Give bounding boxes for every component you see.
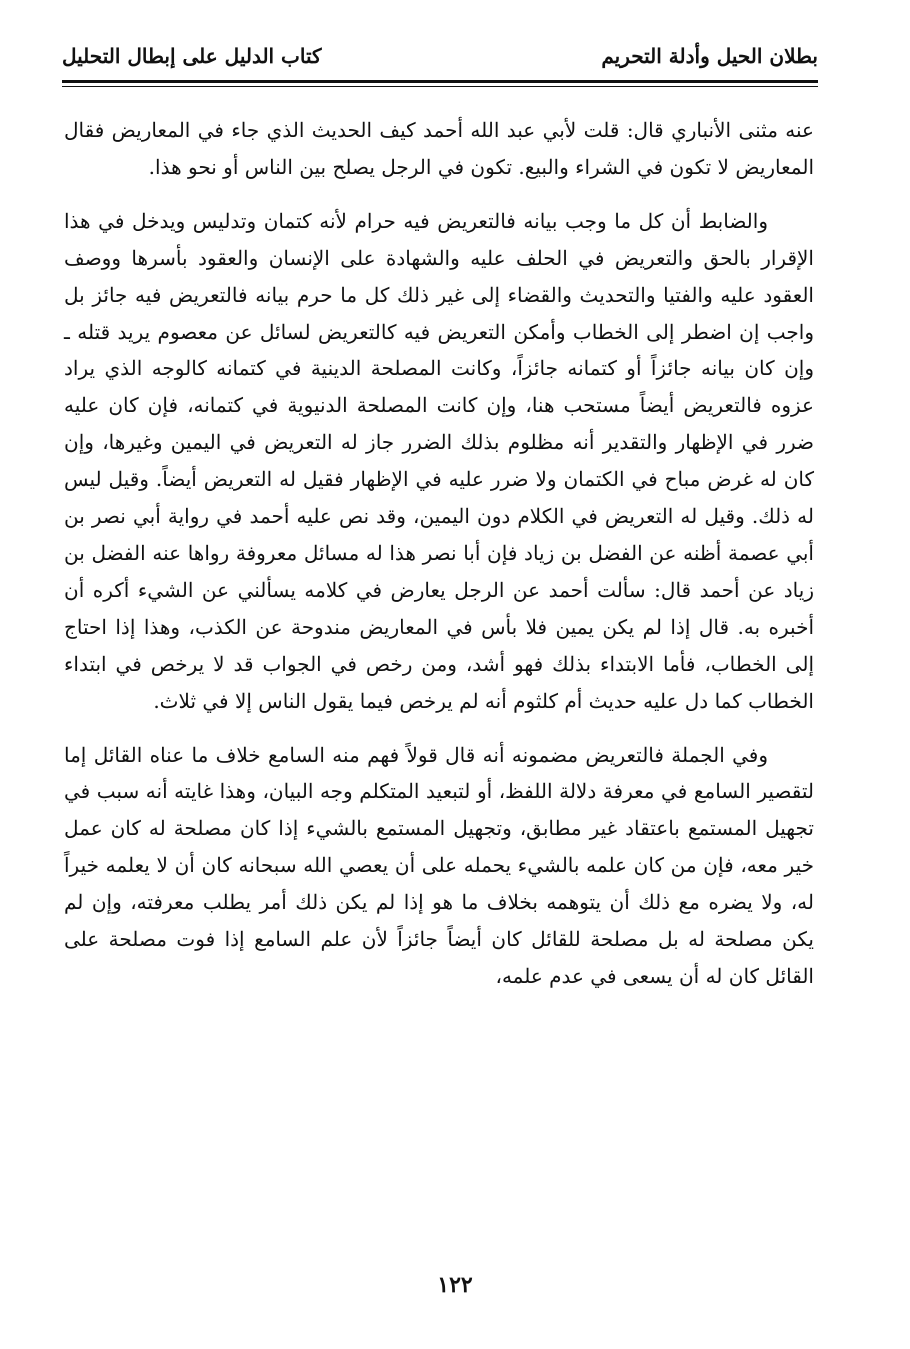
body-text xyxy=(64,112,814,995)
paragraph-gap xyxy=(64,720,814,737)
header-rule-thick xyxy=(62,80,818,83)
paragraph-gap xyxy=(64,186,814,203)
paragraph-2: والضابط أن كل ما وجب بيانه فالتعريض فيه حرام لأنه كتمان وتدليس ويدخل في هذا الإقرار بالحق والتعريض في الحلف عليه والشهادة على الإنسان والعقود بأسرها ووصف العقود عليه والفتيا والتحديث والقضاء إلى غير ذلك كل ما حرم بيانه فالتعريض فيه جائز بل واجب إن اضطر إلى الخطاب وأمكن التعريض فيه كالتعريض لسائل عن معصوم يريد قتله ـ وإن كان بيانه جائزاً أو كتمانه جائزاً، وكانت المصلحة الدينية في كتمانه كالوجه الذي يراد عزوه فالتعريض أيضاً مستحب هنا، وإن كانت المصلحة الدنيوية في كتمانه، فإن كان عليه ضرر في الإظهار والتقدير أنه مظلوم بذلك الضرر جاز له التعريض في اليمين وغيرها، وإن كان له غرض مباح في الكتمان ولا ضرر عليه في الإظهار فقيل له التعريض أيضاً. وقيل ليس له ذلك. وقيل له التعريض في الكلام دون اليمين، وقد نص عليه أحمد في رواية أبي نصر بن أبي عصمة أظنه عن الفضل بن زياد فإن أبا نصر هذا له مسائل معروفة رواها عنه الفضل بن زياد عن أحمد قال: سألت أحمد عن الرجل يعارض في كلامه يسألني عن الشيء أكره أن أخبره به. قال إذا لم يكن يمين فلا بأس في المعاريض مندوحة عن الكذب، وهذا إذا احتاج إلى الخطاب، فأما الابتداء بذلك فهو أشد، ومن رخص في الجواب قد لا يرخص في ابتداء الخطاب كما دل عليه حديث أم كلثوم أنه لم يرخص فيما يقول الناس إلا في ثلاث. xyxy=(64,208,814,713)
paragraph-3: وفي الجملة فالتعريض مضمونه أنه قال قولاً فهم منه السامع خلاف ما عناه القائل إما لتقصير السامع في معرفة دلالة اللفظ، أو لتبعيد المتكلم وجه البيان، وهذا غايته أنه سبب في تجهيل المستمع باعتقاد غير مطابق، وتجهيل المستمع بالشيء إذا كان مصلحة له كان عمل خير معه، فإن من كان علمه بالشيء يحمله على أن يعصي الله سبحانه كان أن لا يعلمه خيراً له، ولا يضره مع ذلك أن يتوهمه بخلاف ما هو إذا لم يكن ذلك أمر يطلب معرفته، وإن لم يكن مصلحة له بل مصلحة للقائل كان أيضاً جائزاً لأن علم السامع إذا فوت مصلحة على القائل كان له أن يسعى في عدم علمه، xyxy=(64,742,814,988)
paragraph-1: عنه مثنى الأنباري قال: قلت لأبي عبد الله أحمد كيف الحديث الذي جاء في المعاريض فقال المعاريض لا تكون في الشراء والبيع. تكون في الرجل يصلح بين الناس أو نحو هذا. xyxy=(64,118,814,179)
header-rule-thin xyxy=(62,86,818,87)
section-title: كتاب الدليل على إبطال التحليل xyxy=(62,44,322,68)
page-number: ١٢٢ xyxy=(437,1272,473,1298)
book-title: بطلان الحيل وأدلة التحريم xyxy=(601,44,818,68)
running-header xyxy=(62,40,818,74)
